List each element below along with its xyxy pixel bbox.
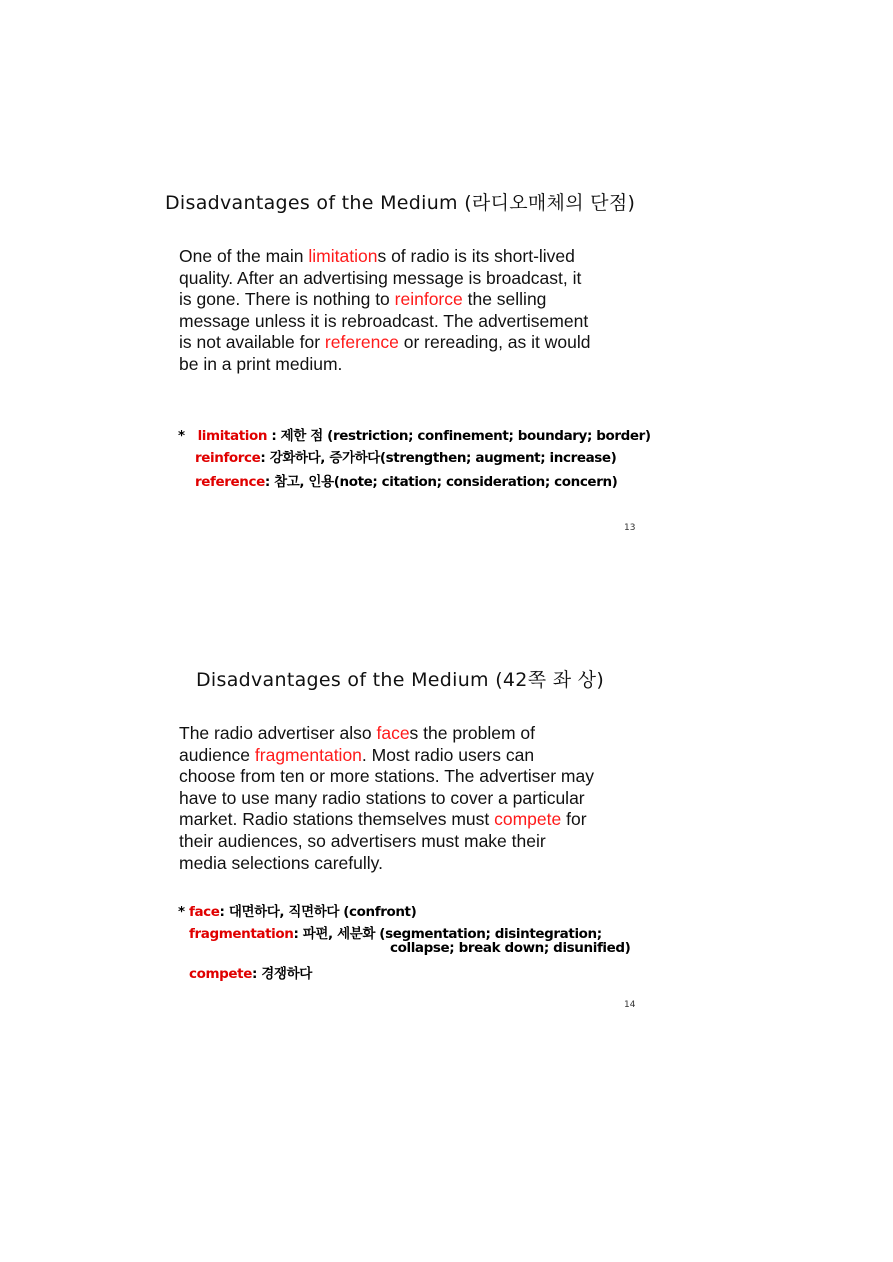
paragraph-line: [179, 332, 591, 354]
paragraph-line: [179, 745, 594, 767]
text-segment: s the problem of: [409, 723, 536, 743]
note-definition: : 파편, 세분화 (segmentation; disintegration;: [293, 926, 602, 942]
note-term: reinforce: [195, 450, 261, 466]
note-term: limitation: [197, 428, 268, 444]
text-segment: media selections carefully.: [179, 852, 383, 873]
note-term: fragmentation: [189, 926, 294, 942]
slide-title: Disadvantages of the Medium (42쪽 좌 상): [196, 669, 605, 691]
text-segment: The radio advertiser also: [179, 723, 377, 743]
note-term: reference: [195, 474, 265, 490]
text-segment: or rereading, as it would: [398, 332, 591, 353]
paragraph-line: [179, 723, 594, 745]
bullet: *: [178, 428, 185, 444]
note-definition: : 강화하다, 증가하다(strengthen; augment; increase): [260, 450, 617, 466]
text-segment: choose from ten or more stations. The advertiser may: [179, 766, 594, 787]
text-segment: s of radio is its short-lived: [377, 246, 575, 266]
note-term: compete: [189, 966, 252, 982]
note-line: [195, 446, 616, 466]
note-definition: : 대면하다, 직면하다 (confront): [219, 904, 417, 920]
highlighted-term: reinforce: [394, 289, 463, 310]
highlighted-term: reference: [324, 332, 399, 353]
note-definition: : 경쟁하다: [251, 966, 312, 982]
body-paragraph: [179, 246, 591, 376]
note-term: face: [188, 904, 220, 920]
paragraph-line: [179, 853, 594, 875]
note-line: [189, 922, 602, 942]
highlighted-term: limitation: [308, 246, 378, 266]
paragraph-line: [179, 246, 591, 268]
text-segment: quality. After an advertising message is broadcast, it: [179, 267, 582, 288]
text-segment: One of the main: [179, 246, 309, 266]
paragraph-line: [179, 354, 591, 376]
highlighted-term: compete: [494, 809, 562, 830]
note-definition: : 참고, 인용(note; citation; consideration; concern): [264, 474, 618, 490]
page-number: 13: [624, 523, 636, 533]
paragraph-line: [179, 766, 594, 788]
note-line: [195, 470, 617, 490]
slide-14: [0, 631, 893, 1262]
text-segment: is gone. There is nothing to: [179, 289, 395, 310]
note-line: [189, 962, 312, 982]
paragraph-line: [179, 788, 594, 810]
text-segment: their audiences, so advertisers must make their: [179, 830, 546, 851]
note-line-continued: collapse; break down; disunified): [390, 940, 631, 956]
bullet: *: [178, 904, 185, 920]
text-segment: message unless it is rebroadcast. The advertisement: [179, 310, 589, 331]
text-segment: . Most radio users can: [361, 744, 535, 765]
note-line: [178, 900, 416, 920]
paragraph-line: [179, 809, 594, 831]
paragraph-line: [179, 831, 594, 853]
note-definition: : 제한 점 (restriction; confinement; boundary; border): [267, 428, 651, 444]
highlighted-term: face: [376, 723, 410, 743]
text-segment: the selling: [462, 289, 547, 310]
text-segment: audience: [179, 744, 255, 765]
body-paragraph: [179, 723, 594, 874]
text-segment: be in a print medium.: [179, 353, 343, 374]
note-line: [178, 424, 651, 444]
highlighted-term: fragmentation: [254, 744, 362, 765]
paragraph-line: [179, 311, 591, 333]
paragraph-line: [179, 289, 591, 311]
paragraph-line: [179, 268, 591, 290]
page-number: 14: [624, 1000, 636, 1010]
text-segment: is not available for: [179, 332, 325, 353]
text-segment: market. Radio stations themselves must: [179, 809, 495, 830]
text-segment: have to use many radio stations to cover a particular: [179, 787, 585, 808]
text-segment: for: [561, 809, 587, 830]
slide-title: Disadvantages of the Medium (라디오매체의 단점): [165, 192, 636, 214]
